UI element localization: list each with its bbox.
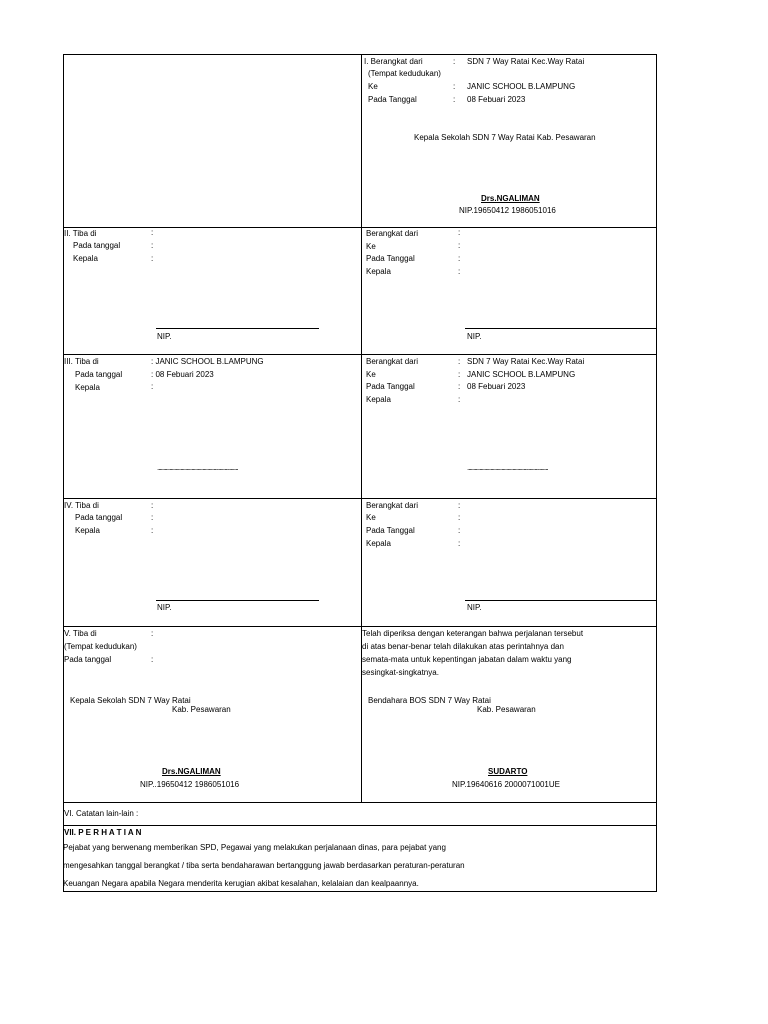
pada-tanggal-value: 08 Febuari 2023 xyxy=(467,95,526,104)
berangkat-dari-label: Berangkat dari xyxy=(366,501,419,510)
kepala-label: Kepala xyxy=(366,267,391,276)
ke-label: Ke xyxy=(366,513,376,522)
ke-value: JANIC SCHOOL B.LAMPUNG xyxy=(467,370,576,379)
kepala-label: Kepala xyxy=(75,526,100,535)
colon: : xyxy=(151,382,154,391)
pada-tanggal-label: Pada Tanggal xyxy=(366,526,415,535)
kepala-label: Kepala xyxy=(366,395,391,404)
colon: : xyxy=(453,95,456,104)
row-divider-2 xyxy=(63,354,657,355)
nip-label: NIP. xyxy=(157,332,172,341)
colon: : xyxy=(458,395,461,404)
colon: : xyxy=(151,513,154,522)
perhatian-line: mengesahkan tanggal berangkat / tiba serta bendaharawan bertanggung jawab berdasarkan peraturan-peraturan xyxy=(63,861,465,870)
berangkat-dari-label: Berangkat dari xyxy=(366,229,419,238)
signature-line xyxy=(465,328,656,329)
berangkat-dari-label: I. Berangkat dari xyxy=(364,57,423,66)
ke-value: JANIC SCHOOL B.LAMPUNG xyxy=(467,82,576,91)
kepala-sekolah-title: Kepala Sekolah SDN 7 Way Ratai xyxy=(70,696,191,705)
tiba-di-value: : JANIC SCHOOL B.LAMPUNG xyxy=(151,357,264,366)
signer-nip: NIP..19650412 1986051016 xyxy=(140,780,240,789)
pada-tanggal-label: Pada Tanggal xyxy=(368,95,417,104)
kabupaten-label: Kab. Pesawaran xyxy=(477,705,536,714)
perhatian-line: Pejabat yang berwenang memberikan SPD, Pegawai yang melakukan perjalanaan dinas, para pejabat yang xyxy=(63,843,446,852)
colon: : xyxy=(458,513,461,522)
ke-label: Ke xyxy=(368,82,378,91)
verification-line: sesingkat-singkatnya. xyxy=(362,668,439,677)
colon: : xyxy=(151,629,154,638)
catatan-label: VI. Catatan lain-lain : xyxy=(64,809,139,818)
verification-line: Telah diperiksa dengan keterangan bahwa perjalanan tersebut xyxy=(362,629,584,638)
pada-tanggal-label: Pada tanggal xyxy=(73,241,121,250)
pada-tanggal-value: : 08 Febuari 2023 xyxy=(151,370,214,379)
signer-name: Drs.NGALIMAN xyxy=(162,767,221,776)
pada-tanggal-label: Pada Tanggal xyxy=(366,254,415,263)
ke-label: Ke xyxy=(366,242,376,251)
colon: : xyxy=(453,82,456,91)
nip-label: NIP. xyxy=(467,332,482,341)
tiba-di-label: II. Tiba di xyxy=(64,229,97,238)
berangkat-dari-value: SDN 7 Way Ratai Kec.Way Ratai xyxy=(467,57,585,66)
colon: : xyxy=(458,254,461,263)
tiba-di-label: IV. Tiba di xyxy=(64,501,99,510)
ke-label: Ke xyxy=(366,370,376,379)
signature-line xyxy=(465,600,656,601)
verification-line: di atas benar-benar telah dilakukan atas perintahnya dan xyxy=(362,642,564,651)
kepala-label: Kepala xyxy=(75,383,100,392)
tiba-di-label: III. Tiba di xyxy=(64,357,99,366)
colon: : xyxy=(458,501,461,510)
colon: : xyxy=(151,254,154,263)
colon: : xyxy=(151,241,154,250)
tempat-kedudukan-label: (Tempat kedudukan) xyxy=(64,642,137,651)
tiba-di-label: V. Tiba di xyxy=(64,629,97,638)
row-divider-3 xyxy=(63,498,657,499)
kepala-sekolah-title: Kepala Sekolah SDN 7 Way Ratai Kab. Pesawaran xyxy=(414,133,596,142)
row-divider-5 xyxy=(63,802,657,803)
colon: : xyxy=(458,241,461,250)
colon: : xyxy=(458,267,461,276)
kepala-label: Kepala xyxy=(73,254,98,263)
pada-tanggal-label: Pada tanggal xyxy=(75,513,123,522)
colon: : xyxy=(151,655,154,664)
perhatian-title: VII. P E R H A T I A N xyxy=(64,828,142,837)
nip-label: NIP. xyxy=(467,603,482,612)
signature-dots: .................................................................. xyxy=(157,463,238,472)
colon: : xyxy=(151,228,154,237)
colon: : xyxy=(151,501,154,510)
kepala-label: Kepala xyxy=(366,539,391,548)
bendahara-name: SUDARTO xyxy=(488,767,528,776)
pada-tanggal-value: 08 Febuari 2023 xyxy=(467,382,526,391)
pada-tanggal-label: Pada Tanggal xyxy=(366,382,415,391)
colon: : xyxy=(458,539,461,548)
signature-line xyxy=(156,600,319,601)
signer-nip: NIP.19650412 1986051016 xyxy=(459,206,556,215)
row-divider-6 xyxy=(63,825,657,826)
bendahara-title: Bendahara BOS SDN 7 Way Ratai xyxy=(368,696,491,705)
colon: : xyxy=(458,228,461,237)
colon: : xyxy=(458,370,461,379)
verification-line: semata-mata untuk kepentingan jabatan dalam waktu yang xyxy=(362,655,572,664)
colon: : xyxy=(453,57,456,66)
pada-tanggal-label: Pada tanggal xyxy=(75,370,123,379)
nip-label: NIP. xyxy=(157,603,172,612)
signer-name: Drs.NGALIMAN xyxy=(481,194,540,203)
berangkat-dari-label: Berangkat dari xyxy=(366,357,419,366)
berangkat-dari-value: SDN 7 Way Ratai Kec.Way Ratai xyxy=(467,357,585,366)
signature-line xyxy=(156,328,319,329)
colon: : xyxy=(151,526,154,535)
signature-dots: .................................................................. xyxy=(467,463,548,472)
pada-tanggal-label: Pada tanggal xyxy=(64,655,112,664)
colon: : xyxy=(458,526,461,535)
colon: : xyxy=(458,357,461,366)
row-divider-4 xyxy=(63,626,657,627)
spd-back-form xyxy=(63,54,657,892)
perhatian-line: Keuangan Negara apabila Negara menderita kerugian akibat kesalahan, kelalaian dan kealpaannya. xyxy=(63,879,419,888)
column-divider xyxy=(361,54,362,802)
colon: : xyxy=(458,382,461,391)
tempat-kedudukan-label: (Tempat kedudukan) xyxy=(368,69,441,78)
kabupaten-label: Kab. Pesawaran xyxy=(172,705,231,714)
bendahara-nip: NIP.19640616 2000071001UE xyxy=(452,780,560,789)
